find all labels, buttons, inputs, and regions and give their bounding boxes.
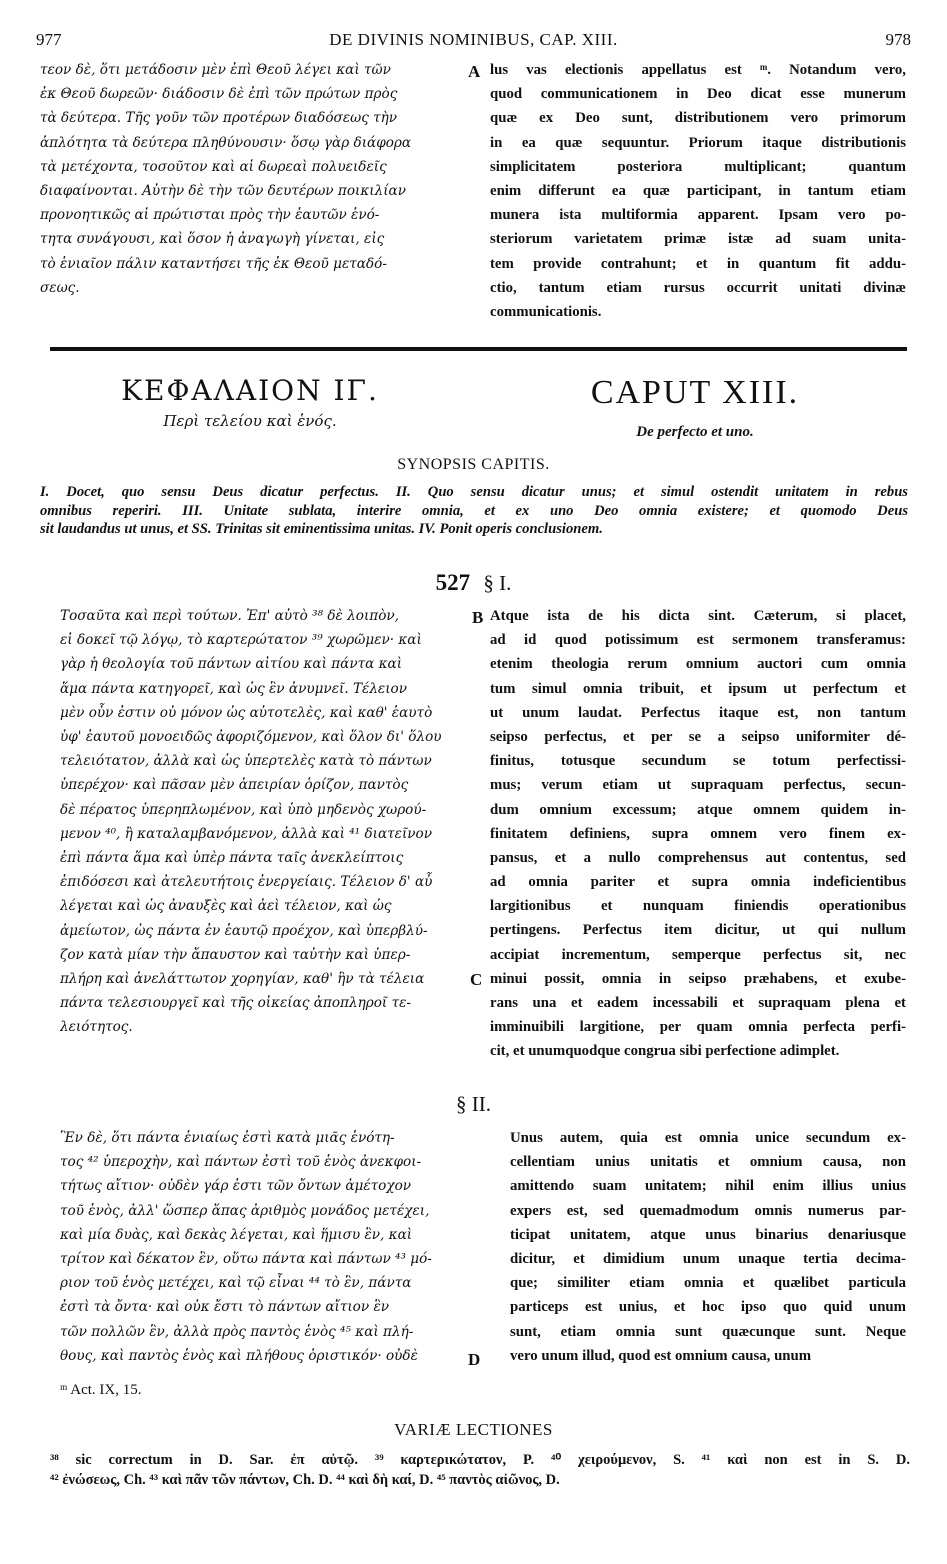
latin-text-line: ad omnia pariter et supra omnia indeficientibus — [490, 874, 906, 891]
variae-lectiones — [50, 1450, 910, 1490]
greek-text-line: δὲ πέρατος ὑπερηπλωμένον, καὶ ὑπὸ μηδενὸς χωρού- — [60, 801, 427, 818]
greek-text-line: τὸ ἑνιαῖον πάλιν καταντήσει τῆς ἐκ Θεοῦ μεταδό- — [40, 255, 387, 272]
latin-text-line: ad id quod potissimum est sermonem transferamus: — [490, 632, 906, 649]
greek-text-line: ἐπὶ πάντα ἅμα καὶ ὑπὲρ πάντα ταῖς ἀνεκλείπτοις — [60, 850, 404, 867]
greek-text-line: ἐκ Θεοῦ δωρεῶν· διάδοσιν δὲ ἐπὶ τῶν πρώτων πρὸς — [40, 86, 398, 103]
chapter-greek-title: ΚΕΦΑΛΑΙΟΝ ΙΓ. — [121, 374, 379, 407]
latin-text-line: mus; verum etiam ut supraquam perfectus, secun- — [490, 777, 906, 794]
variant-reading-line: ⁴² ἐνώσεως, Ch. ⁴³ καὶ πᾶν τῶν πάντων, Ch. D. ⁴⁴ καὶ δὴ καί, D. ⁴⁵ παντὸς αἰῶνος, D. — [50, 1472, 560, 1488]
greek-text-line: ἐπιδόσεσι καὶ ἀτελευτήτοις ἐνεργείαις. Τέλειον δ' αὖ — [60, 874, 433, 891]
greek-text-line: ζον κατὰ μίαν τὴν ἄπαυστον καὶ ταὐτὴν καὶ ὑπερ- — [60, 946, 411, 963]
greek-text-line: προνοητικῶς αἱ πρώτισται πρὸς τὴν ἑαυτῶν ἑνό- — [40, 207, 380, 224]
greek-text-line: τελειότατον, ἀλλὰ καὶ ὡς ὑπερτελὲς κατὰ τὸ πάντων — [60, 753, 432, 770]
greek-text-line: λειότητος. — [60, 1019, 133, 1036]
running-head — [36, 30, 911, 54]
latin-text-line: que; similiter etiam omnia et quælibet particula — [510, 1275, 906, 1292]
latin-text-line: amittendo suam unitatem; nihil enim illius unius — [510, 1178, 906, 1195]
latin-text-line: quæ ex Deo sunt, distributionem vero primorum — [490, 110, 906, 127]
greek-text-line: τρίτον καὶ δέκατον ἓν, οὕτω πάντα καὶ πάντων ⁴³ μό- — [60, 1251, 432, 1268]
latin-text-line: cit, et unumquodque congrua sibi perfectione adimplet. — [490, 1043, 840, 1060]
latin-text-line: etenim theologia rerum omnium auctori cum omnia — [490, 656, 906, 673]
column-marker-d: D — [468, 1350, 481, 1369]
latin-text-line: rans una et eadem incessabili et supraquam plena et — [490, 995, 906, 1011]
greek-text-line: μὲν οὖν ἐστιν οὐ μόνον ὡς αὐτοτελὲς, καὶ καθ' ἑαυτὸ — [60, 704, 433, 721]
latin-text-line: steriorum varietatem primæ istæ ad suam unita- — [490, 231, 906, 248]
latin-text-line: ticipat unitatem, atque unus binarius denariusque — [510, 1226, 906, 1243]
section-1-heading — [0, 570, 947, 596]
greek-text-line: τητα συνάγουσι, καὶ ὅσον ἡ ἀναγωγὴ γίνεται, εἰς — [40, 231, 385, 248]
latin-text-line: communicationis. — [490, 303, 602, 320]
section-2-heading — [0, 1092, 947, 1117]
chapter-greek-subtitle: Περὶ τελείου καὶ ἑνός. — [163, 412, 337, 430]
greek-text-line: τῶν πολλῶν ἓν, ἀλλὰ πρὸς παντὸς ἑνὸς ⁴⁵ καὶ πλή- — [60, 1323, 414, 1340]
column-marker-c: C — [470, 970, 483, 989]
greek-text-line: πλήρη καὶ ἀνελάττωτον χορηγίαν, καθ' ἣν τὰ τέλεια — [60, 971, 425, 988]
latin-text-line: tum simul omnia tribuit, et ipsum ut perfectum et — [490, 680, 906, 697]
greek-text-line: μενον ⁴⁰, ἢ καταλαμβανόμενον, ἀλλὰ καὶ ⁴¹ διατεῖνον — [60, 825, 432, 842]
page-number-left: 977 — [36, 30, 62, 49]
top-latin-column — [490, 58, 906, 324]
section-2-greek-column — [60, 1126, 470, 1368]
greek-text-line: τος ⁴² ὑπεροχὴν, καὶ πάντων ἐστὶ τοῦ ἑνὸς ἀνεκφοι- — [60, 1154, 422, 1171]
latin-text-line: simplicitatem posteriora multiplicant; quantum — [490, 158, 906, 175]
running-title: DE DIVINIS NOMINIBUS, CAP. XIII. — [329, 30, 618, 49]
greek-text-line: τὰ μετέχοντα, τοσοῦτον καὶ αἱ δωρεαὶ πολυειδεῖς — [40, 158, 387, 175]
footnote: ᵐ Act. IX, 15. — [60, 1382, 142, 1398]
latin-text-line: dum omnium excessum; atque omnem quidem in- — [490, 801, 906, 818]
greek-text-line: καὶ μία δυὰς, καὶ δεκὰς λέγεται, καὶ ἥμισυ ἓν, καὶ — [60, 1226, 413, 1243]
latin-text-line: cellentiam unius unitatis et omnium causa, non — [510, 1154, 906, 1171]
chapter-latin-title: CAPUT XIII. — [590, 374, 800, 411]
greek-text-line: τήτως αἴτιον· οὐδὲν γάρ ἐστι τῶν ὄντων ἀμέτοχον — [60, 1178, 412, 1195]
latin-text-line: accipiat incrementum, semperque perfectus sit, nec — [490, 946, 906, 963]
latin-text-line: largitionibus et nunquam finiendis operationibus — [490, 898, 906, 915]
greek-text-line: Τοσαῦτα καὶ περὶ τούτων. Ἐπ' αὐτὸ ³⁸ δὲ λοιπὸν, — [60, 608, 400, 624]
latin-text-line: imminuibili largitione, per quam omnia perfecta perfi- — [490, 1019, 906, 1036]
greek-text-line: τὰ δεύτερα. Τῆς γοῦν τῶν προτέρων διαδόσεως τὴν — [40, 110, 398, 127]
column-marker-b: B — [472, 608, 484, 627]
greek-text-line: πάντα τελεσιουργεῖ καὶ τῆς οἰκείας ἀποπληροῖ τε- — [60, 995, 411, 1012]
greek-text-line: γὰρ ἡ θεολογία τοῦ πάντων αἰτίου καὶ πάντα καὶ — [60, 656, 403, 673]
section-1-latin-column — [490, 604, 906, 1064]
greek-text-line: εἰ δοκεῖ τῷ λόγῳ, τὸ καρτερώτατον ³⁹ χωρῶμεν· καὶ — [60, 632, 422, 649]
latin-text-line: enim differunt ea quæ participant, in tantum etiam — [490, 182, 906, 199]
latin-text-line: pansus, et a nullo comprehensus aut contentus, sed — [490, 849, 906, 866]
latin-text-line: vero unum illud, quod est omnium causa, unum — [510, 1347, 812, 1364]
synopsis-line: I. Docet, quo sensu Deus dicatur perfectus. II. Quo sensu dicatur unus; et simul ostendit unitatem in rebus — [40, 484, 908, 500]
latin-text-line: finitus, totusque secundum se totum perfectissi- — [490, 753, 906, 770]
latin-text-line: quod communicationem in Deo dicat esse munerum — [490, 86, 906, 103]
greek-text-line: Ἓν δὲ, ὅτι πάντα ἑνιαίως ἐστὶ κατὰ μιᾶς ἑνότη- — [60, 1130, 395, 1146]
page-number-right: 978 — [885, 30, 911, 49]
latin-text-line: ctio, tantum etiam rursus occurrit unitati divinæ — [490, 279, 906, 296]
latin-text-line: expers est, sed quemadmodum omnis numerus par- — [510, 1202, 906, 1219]
greek-text-line: λέγεται καὶ ὡς ἀναυξὲς καὶ ἀεὶ τέλειον, καὶ ὡς — [60, 898, 392, 915]
latin-text-line: seipso perfectus, et per se a seipso uniformiter dé- — [490, 728, 906, 745]
greek-text-line: τοῦ ἑνὸς, ἀλλ' ὥσπερ ἅπας ἀριθμὸς μονάδος μετέχει, — [60, 1202, 430, 1219]
latin-text-line: finitatem definiens, supra omnem vero finem ex- — [490, 825, 906, 842]
variae-lectiones-title: VARIÆ LECTIONES — [394, 1420, 553, 1439]
synopsis-title: SYNOPSIS CAPITIS. — [397, 456, 550, 473]
latin-text-line: pertingens. Perfectus item dicitur, ut qui nullum — [490, 922, 906, 939]
latin-text-line: lus vas electionis appellatus est ᵐ. Notandum vero, — [490, 62, 906, 78]
divider-rule — [50, 347, 907, 351]
latin-text-line: Unus autem, quia est omnia unice secundum ex- — [510, 1130, 906, 1146]
greek-text-line: ὑφ' ἑαυτοῦ μονοειδῶς ἀφοριζόμενον, καὶ ὅλον δι' ὅλου — [60, 729, 442, 746]
chapter-latin-subtitle: De perfecto et uno. — [636, 424, 754, 440]
latin-text-line: sunt, etiam omnia sunt quæcunque sunt. Neque — [510, 1323, 906, 1340]
column-number: 527 — [435, 570, 471, 595]
column-marker-a: A — [468, 62, 481, 81]
latin-text-line: minui possit, omnia in seipso præhabens, et exube- — [490, 970, 906, 987]
synopsis-line: omnibus reperiri. III. Unitate sublata, interire omnia, et ex uno Deo omnia existere; et quomodo Deus — [40, 502, 908, 519]
greek-text-line: ἐστὶ τὰ ὄντα· καὶ οὐκ ἔστι τὸ πάντων αἴτιον ἓν — [60, 1299, 390, 1316]
latin-text-line: ut unum laudat. Perfectus itaque est, non tantum — [490, 704, 906, 721]
greek-text-line: σεως. — [40, 279, 80, 296]
greek-text-line: τεον δὲ, ὅτι μετάδοσιν μὲν ἐπὶ Θεοῦ λέγει καὶ τῶν — [40, 62, 391, 78]
synopsis-line: sit laudandus ut unus, et SS. Trinitas sit eminentissima unitas. IV. Ponit operis conclusionem. — [40, 521, 603, 537]
greek-text-line: ἅμα πάντα κατηγορεῖ, καὶ ὡς ἓν ἀνυμνεῖ. Τέλειον — [60, 680, 408, 697]
greek-text-line: ὑπερέχον· καὶ πᾶσαν μὲν ἀπειρίαν ὁρίζον, παντὸς — [60, 777, 409, 794]
section-1-label: § I. — [483, 571, 512, 595]
latin-text-line: tem provide contrahunt; et in quantum fit addu- — [490, 255, 906, 272]
greek-text-line: ἀμείωτον, ὡς πάντα ἐν ἑαυτῷ προέχον, καὶ ὑπερβλύ- — [60, 922, 428, 939]
latin-text-line: dicitur, et dimidium unum unaque tertia decima- — [510, 1250, 906, 1267]
greek-text-line: θους, καὶ παντὸς ἑνὸς καὶ πλήθους ὁριστικόν· οὐδὲ — [60, 1347, 418, 1364]
latin-text-line: Atque ista de his dicta sint. Cæterum, si placet, — [490, 608, 906, 624]
greek-text-line: ριον τοῦ ἑνὸς μετέχει, καὶ τῷ εἶναι ⁴⁴ τὸ ἓν, πάντα — [60, 1275, 412, 1292]
synopsis-text — [40, 483, 908, 539]
greek-text-line: ἁπλότητα τὰ δεύτερα πληθύνουσιν· ὅσῳ γὰρ διάφορα — [40, 134, 412, 151]
latin-text-line: particeps est unius, et hoc ipso quo quid unum — [510, 1299, 906, 1316]
variant-reading-line: ³⁸ sic correctum in D. Sar. ἐπ αὐτῷ. ³⁹ καρτερικώτατον, P. ⁴⁰ χειρούμενον, S. ⁴¹ καὶ non est in S. D. — [50, 1452, 910, 1468]
top-greek-column — [40, 58, 465, 300]
section-2-latin-column — [510, 1126, 906, 1368]
section-1-greek-column — [60, 604, 470, 1040]
section-2-label: § II. — [456, 1092, 491, 1116]
greek-text-line: διαφαίνονται. Αὐτὴν δὲ τὴν τῶν δευτέρων ποικιλίαν — [40, 183, 406, 200]
latin-text-line: munera ista multiformia apparent. Ipsam vero po- — [490, 207, 906, 224]
latin-text-line: in ea quæ sequuntur. Priorum itaque distributionis — [490, 134, 906, 151]
